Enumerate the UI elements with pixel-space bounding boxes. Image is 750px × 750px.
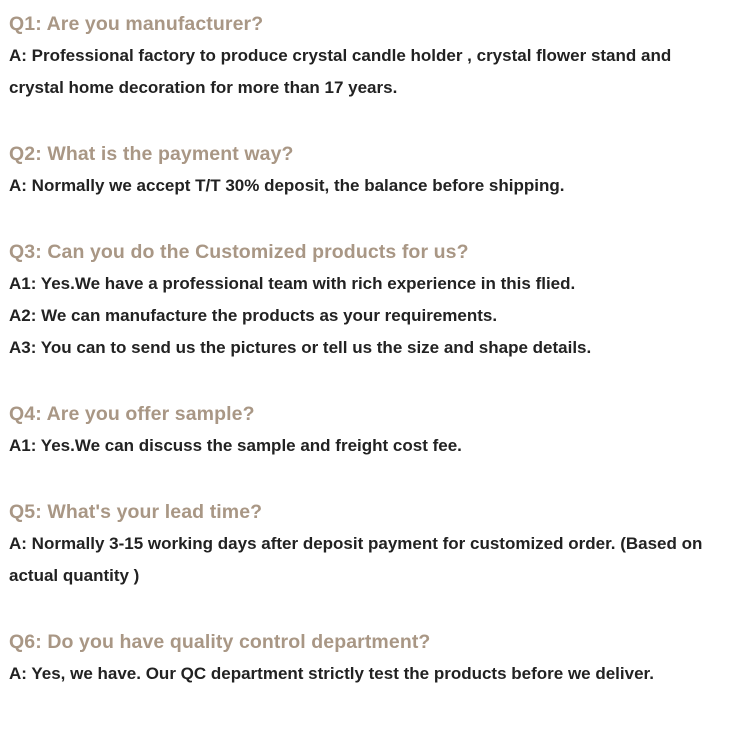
question-6: Q6: Do you have quality control department? (9, 631, 431, 653)
question-1: Q1: Are you manufacturer? (9, 13, 264, 35)
section-spacer (9, 202, 750, 236)
answer-5-line-1: A: Normally 3-15 working days after deposit payment for customized order. (Based on (9, 534, 703, 553)
answer-6-line-1: A: Yes, we have. Our QC department strictly test the products before we deliver. (9, 664, 654, 683)
question-2: Q2: What is the payment way? (9, 143, 294, 165)
section-spacer (9, 104, 750, 138)
faq-item-3 (9, 236, 750, 364)
section-spacer (9, 364, 750, 398)
answer-4-line-1: A1: Yes.We can discuss the sample and freight cost fee. (9, 436, 462, 455)
answer-3-line-2: A2: We can manufacture the products as your requirements. (9, 306, 498, 325)
faq-item-6 (9, 626, 750, 690)
answer-1-line-2: crystal home decoration for more than 17 years. (9, 78, 398, 97)
answer-1-line-1: A: Professional factory to produce crystal candle holder , crystal flower stand and (9, 46, 672, 65)
faq-item-5 (9, 496, 750, 592)
answer-2-line-1: A: Normally we accept T/T 30% deposit, the balance before shipping. (9, 176, 565, 195)
question-3: Q3: Can you do the Customized products for us? (9, 241, 469, 263)
faq-item-1 (9, 8, 750, 104)
answer-5-line-2: actual quantity ) (9, 566, 140, 585)
question-4: Q4: Are you offer sample? (9, 403, 255, 425)
answer-3-line-1: A1: Yes.We have a professional team with rich experience in this flied. (9, 274, 576, 293)
question-5: Q5: What's your lead time? (9, 501, 263, 523)
section-spacer (9, 462, 750, 496)
faq-item-2 (9, 138, 750, 202)
faq-item-4 (9, 398, 750, 462)
answer-3-line-3: A3: You can to send us the pictures or tell us the size and shape details. (9, 338, 592, 357)
section-spacer (9, 592, 750, 626)
faq-list (9, 0, 750, 690)
